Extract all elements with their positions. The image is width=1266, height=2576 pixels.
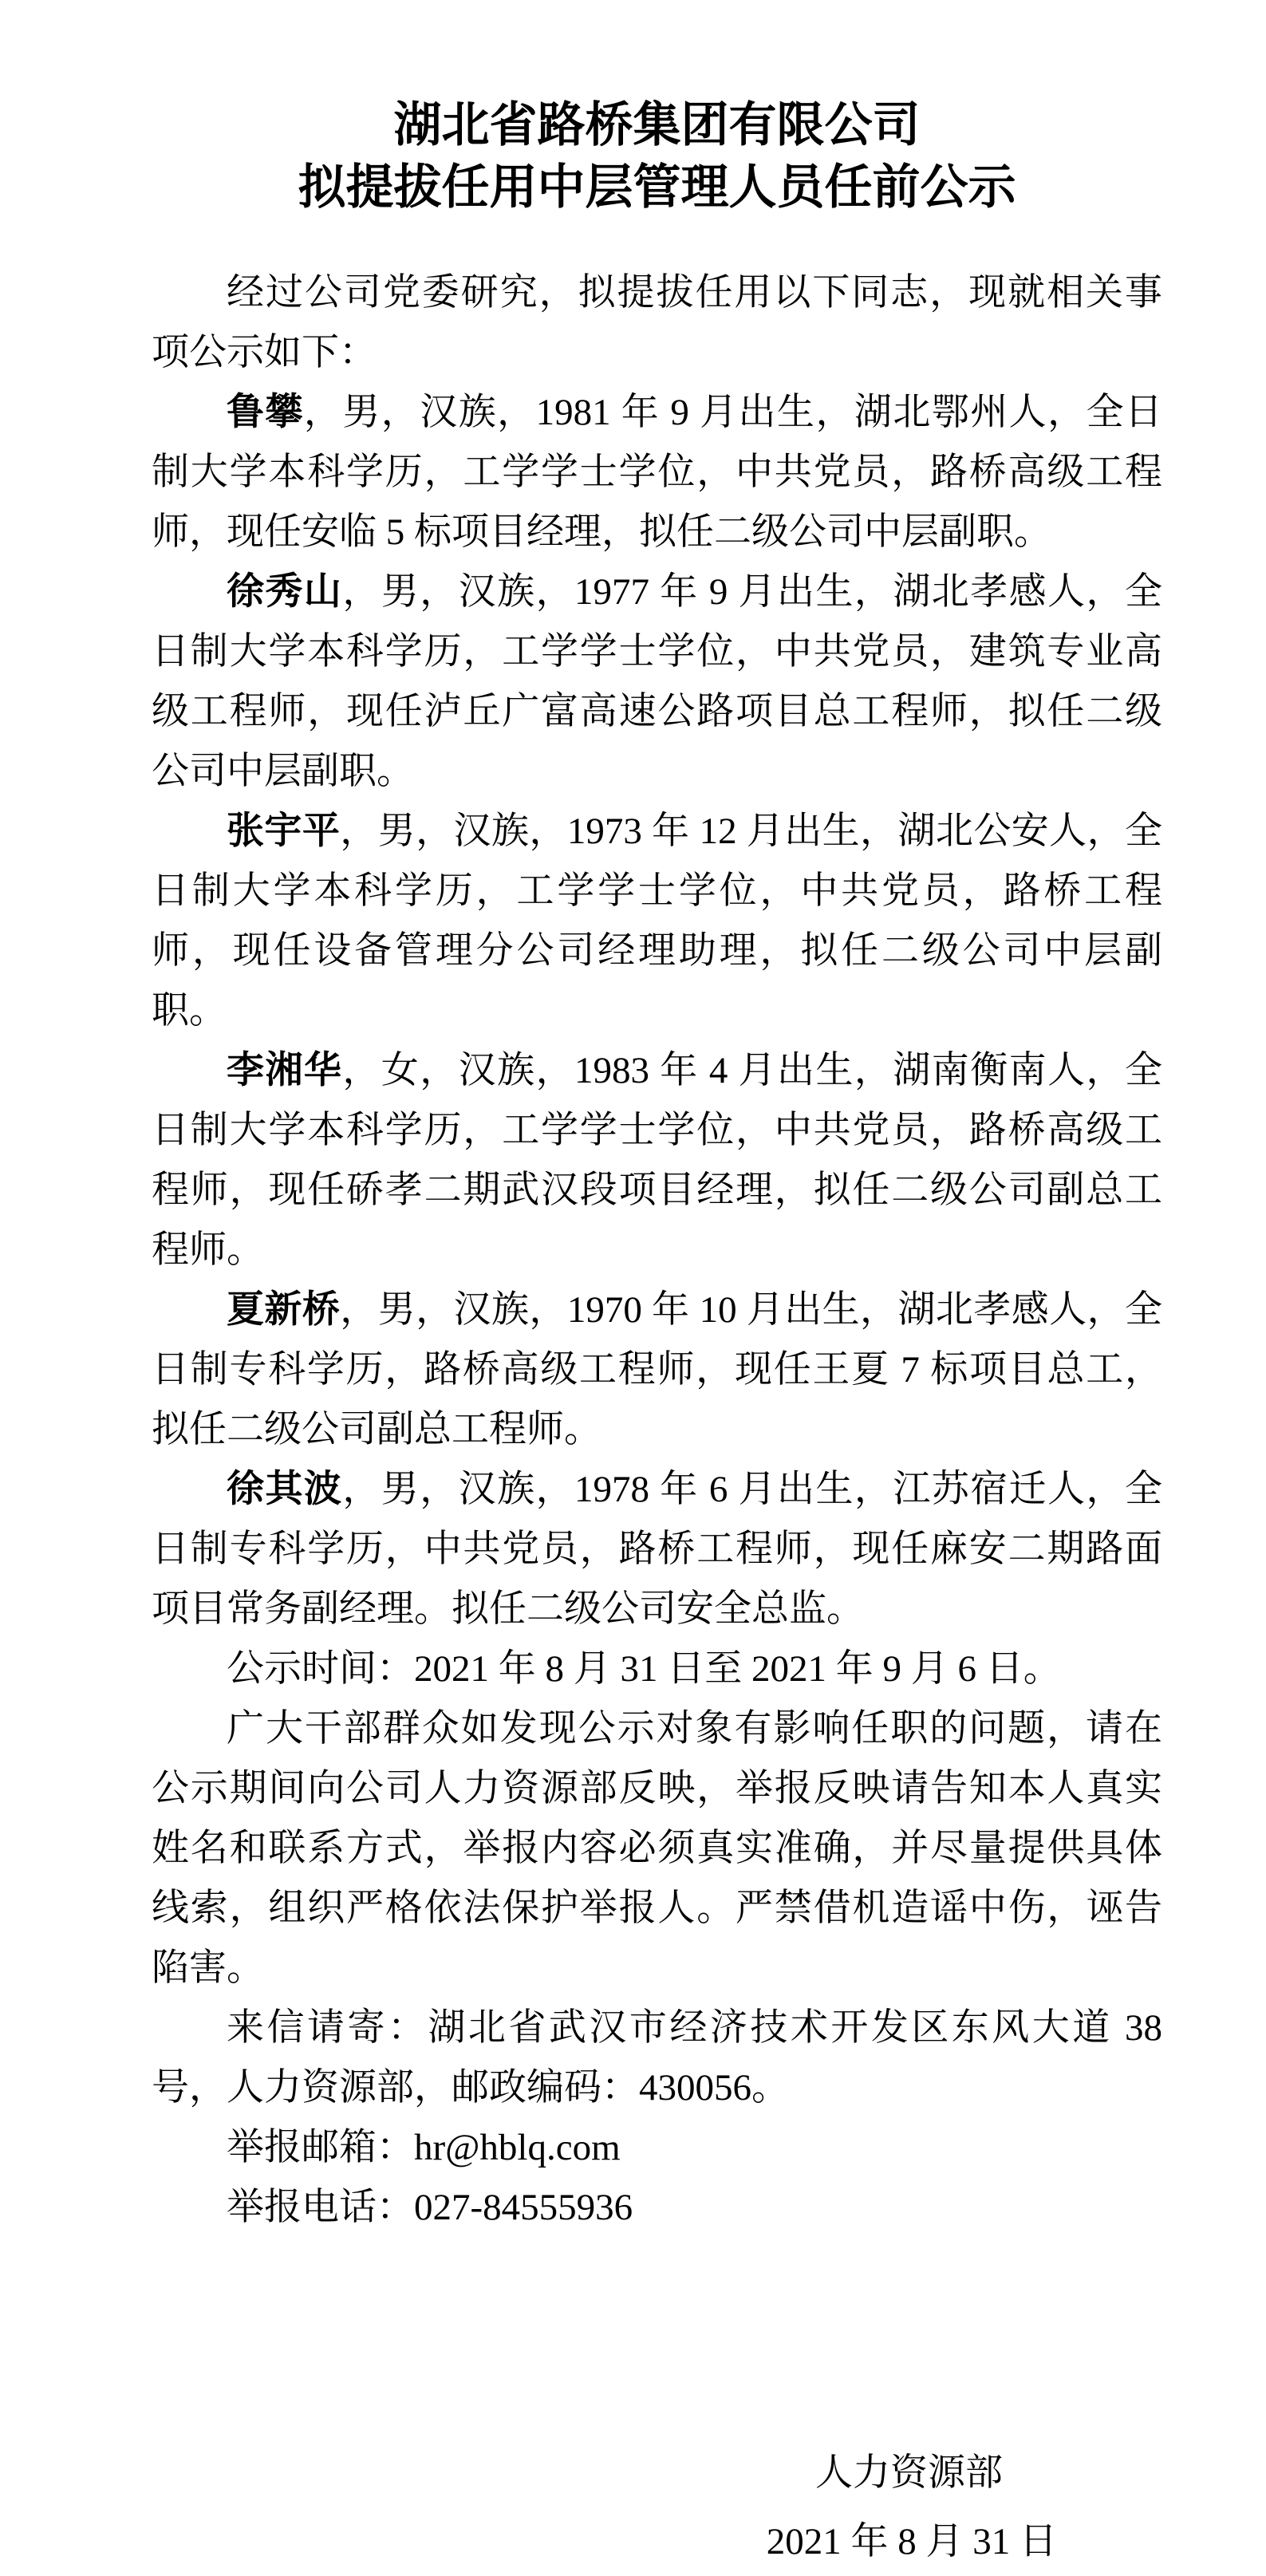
person-name: 夏新桥 <box>227 1289 341 1331</box>
paragraph-lu-pan <box>152 383 1162 562</box>
person-name: 李湘华 <box>227 1050 343 1091</box>
paragraph-text: ，女，汉族，1983 年 4 月出生，湖南衡南人，全日制大学本科学历，工学学士学位，中共党员，路桥高级工程师，现任硚孝二期武汉段项目经理，拟任二级公司副总工程师。 <box>152 1050 1163 1271</box>
paragraph-xu-qibo <box>152 1460 1162 1639</box>
paragraph-report-email <box>152 2118 1162 2178</box>
paragraph-text: ，男，汉族，1978 年 6 月出生，江苏宿迁人，全日制专科学历，中共党员，路桥工程师，现任麻安二期路面项目常务副经理。拟任二级公司安全总监。 <box>152 1469 1163 1630</box>
person-name: 张宇平 <box>227 811 341 852</box>
title-line-1: 湖北省路桥集团有限公司 <box>393 99 921 152</box>
paragraph-mailing-address <box>152 1998 1162 2118</box>
person-name: 徐其波 <box>227 1469 343 1510</box>
paragraph-text: 公示时间：2021 年 8 月 31 日至 2021 年 9 月 6 日。 <box>227 1648 1061 1690</box>
signature-department: 人力资源部 <box>815 2452 1003 2494</box>
paragraph-publicity-period <box>152 1639 1162 1699</box>
signature-block <box>0 2439 1266 2576</box>
document-title <box>152 0 1162 219</box>
person-name: 鲁攀 <box>227 392 304 433</box>
signature-date: 2021 年 8 月 31 日 <box>766 2521 1057 2562</box>
paragraph-text: 经过公司党委研究，拟提拔任用以下同志，现就相关事项公示如下： <box>152 272 1162 373</box>
paragraph-text: 举报邮箱：hr@hblq.com <box>227 2127 621 2168</box>
paragraph-text: ，男，汉族，1973 年 12 月出生，湖北公安人，全日制大学本科学历，工学学士学位，中共党员，路桥工程师，现任设备管理分公司经理助理，拟任二级公司中层副职。 <box>152 811 1163 1032</box>
title-line-2: 拟提拔任用中层管理人员任前公示 <box>298 161 1016 214</box>
paragraph-li-xianghua <box>152 1041 1162 1280</box>
paragraph-text: 广大干部群众如发现公示对象有影响任职的问题，请在公示期间向公司人力资源部反映，举报反映请告知本人真实姓名和联系方式，举报内容必须真实准确，并尽量提供具体线索，组织严格依法保护举报人。严禁借机造谣中伤，诬告陷害。 <box>152 1708 1162 1989</box>
paragraph-text: ，男，汉族，1970 年 10 月出生，湖北孝感人，全日制专科学历，路桥高级工程师，现任王夏 7 标项目总工，拟任二级公司副总工程师。 <box>152 1289 1163 1450</box>
paragraph-xia-xinqiao <box>152 1280 1162 1460</box>
paragraph-text: ，男，汉族，1981 年 9 月出生，湖北鄂州人，全日制大学本科学历，工学学士学位，中共党员，路桥高级工程师，现任安临 5 标项目经理，拟任二级公司中层副职。 <box>152 392 1163 553</box>
document-body <box>152 263 1162 2238</box>
paragraph-xu-xiushan <box>152 562 1162 802</box>
paragraph-text: 来信请寄：湖北省武汉市经济技术开发区东风大道 38 号，人力资源部，邮政编码：430056。 <box>152 2007 1162 2109</box>
paragraph-reporting-guidelines <box>152 1699 1162 1998</box>
paragraph-zhang-yuping <box>152 802 1162 1041</box>
paragraph-intro <box>152 263 1162 383</box>
paragraph-text: 举报电话：027-84555936 <box>227 2187 633 2228</box>
paragraph-text: ，男，汉族，1977 年 9 月出生，湖北孝感人，全日制大学本科学历，工学学士学位，中共党员，建筑专业高级工程师，现任泸丘广富高速公路项目总工程师，拟任二级公司中层副职。 <box>152 571 1163 792</box>
person-name: 徐秀山 <box>227 571 343 613</box>
paragraph-report-phone <box>152 2178 1162 2238</box>
